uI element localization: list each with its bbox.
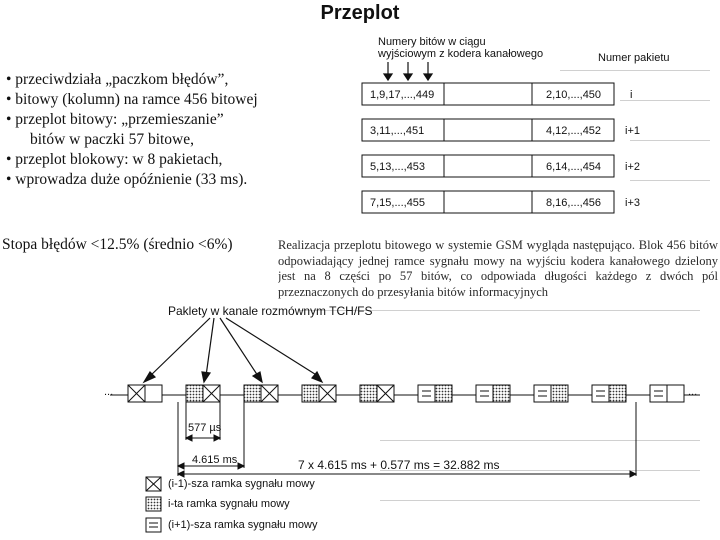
slide-title: Przeplot [320,2,400,24]
delay-formula: 7 x 4.615 ms + 0.577 ms = 32.882 ms [298,458,500,472]
time-577-label: 577 µs [188,422,222,434]
ellipsis-left: ... [104,386,114,398]
ellipsis-right: ... [688,386,698,398]
row-packet-number: i [630,89,633,101]
row-packet-number: i+1 [625,125,640,137]
bits-header-line1: Numery bitów w ciągu [378,36,486,48]
row-right-bits: 4,12,...,452 [546,125,602,137]
packet-number-header: Numer pakietu [598,52,670,64]
bullet-item: • bitowy (kolumn) na ramce 456 bitowej [6,91,258,108]
legend-dotted-text: i-ta ramka sygnału mowy [168,498,290,510]
row-left-bits: 5,13,...,453 [370,161,426,173]
row-right-bits: 2,10,...,450 [546,89,602,101]
legend-cross-text: (i-1)-sza ramka sygnału mowy [168,478,315,490]
error-rate-note: Stopa błędów <12.5% (średnio <6%) [2,236,233,253]
legend-equals-text: (i+1)-sza ramka sygnału mowy [168,519,318,531]
gsm-interleaving-paragraph: Realizacja przeplotu bitowego w systemie GSM wygląda następująco. Blok 456 bitów odpowiadający jednej ramce sygnału mowy na wyjściu kodera kanałowego dzielony jest na 8 części po 57 bitów, co odpowiada długości każdego z dwóch pól przeznaczonych do przesyłania bitów informacyjnych [278,238,718,299]
row-left-bits: 1,9,17,...,449 [370,89,435,101]
row-right-bits: 8,16,...,456 [546,197,602,209]
row-left-bits: 7,15,...,455 [370,197,426,209]
bullet-item: • przeciwdziała „paczkom błędów”, [6,71,229,88]
bullet-item: • wprowadza duże opóźnienie (33 ms). [6,171,248,188]
bits-header-line2: wyjściowym z kodera kanałowego [378,48,544,60]
row-packet-number: i+3 [625,197,640,209]
packets-label: Paklety w kanale rozmównym TCH/FS [168,304,373,318]
bullet-item: • przeplot blokowy: w 8 pakietach, [6,151,223,168]
row-left-bits: 3,11,...,451 [370,125,425,137]
row-packet-number: i+2 [625,161,640,173]
time-4615-label: 4.615 ms [192,454,238,466]
bullet-item: bitów w paczki 57 bitowe, [30,131,195,148]
row-right-bits: 6,14,...,454 [546,161,602,173]
bullet-item: • przeplot bitowy: „przemieszanie” [6,111,224,128]
